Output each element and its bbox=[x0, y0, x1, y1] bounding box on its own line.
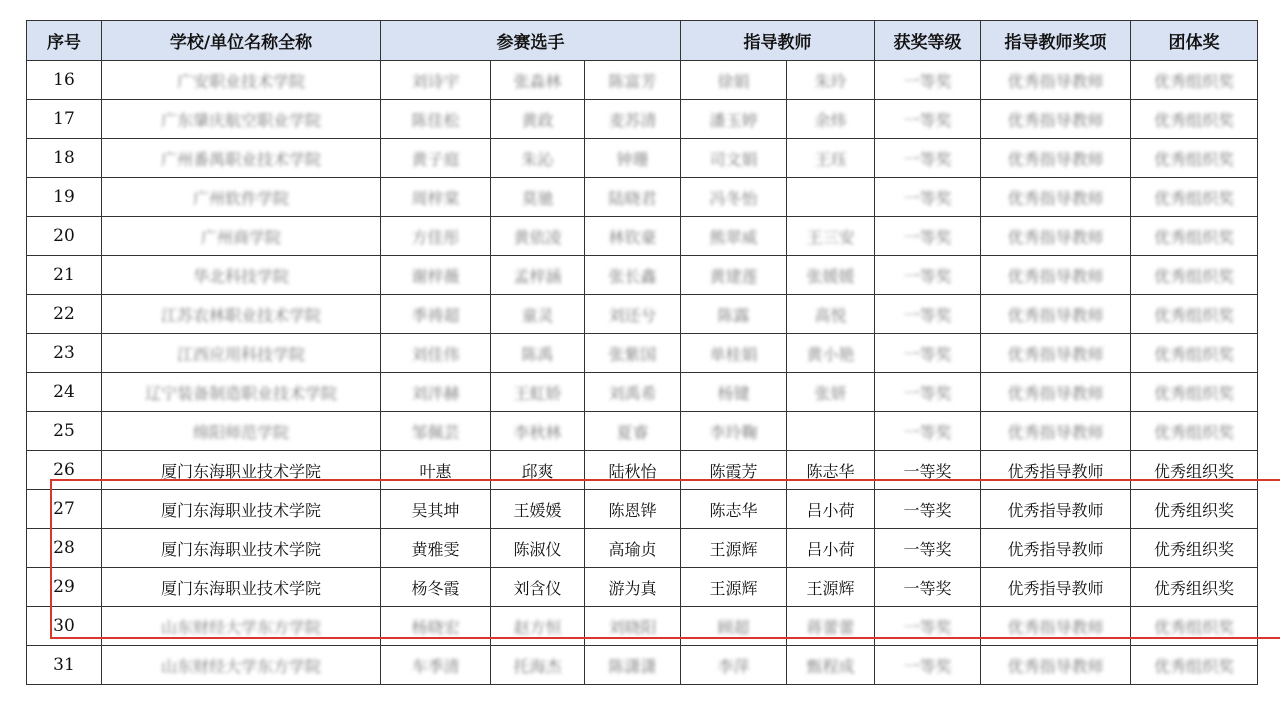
cell-award-level: 一等奖 bbox=[875, 568, 981, 607]
cell-teacher-1: 冯冬怡 bbox=[681, 178, 787, 217]
cell-contestant-2: 王虹娇 bbox=[491, 373, 585, 412]
cell-school: 江苏农林职业技术学院 bbox=[102, 295, 381, 334]
cell-contestant-1: 杨晓宏 bbox=[381, 607, 491, 646]
cell-contestant-2: 童灵 bbox=[491, 295, 585, 334]
cell-teacher-1: 黄建莲 bbox=[681, 256, 787, 295]
cell-contestant-1: 刘泮赫 bbox=[381, 373, 491, 412]
cell-school: 山东财经大学东方学院 bbox=[102, 607, 381, 646]
cell-award-level: 一等奖 bbox=[875, 100, 981, 139]
cell-teacher-1: 潘玉婷 bbox=[681, 100, 787, 139]
cell-teacher-1: 李玲鞠 bbox=[681, 412, 787, 451]
cell-contestant-1: 车季清 bbox=[381, 646, 491, 685]
cell-award-level: 一等奖 bbox=[875, 607, 981, 646]
cell-no: 16 bbox=[27, 61, 102, 100]
cell-team-award: 优秀组织奖 bbox=[1131, 607, 1258, 646]
table-row bbox=[27, 295, 1258, 334]
cell-contestant-3: 林钦豪 bbox=[585, 217, 681, 256]
cell-teacher-2: 余炜 bbox=[787, 100, 875, 139]
cell-no: 21 bbox=[27, 256, 102, 295]
cell-contestant-1: 陈佳松 bbox=[381, 100, 491, 139]
cell-no: 30 bbox=[27, 607, 102, 646]
cell-teacher-2: 朱玲 bbox=[787, 61, 875, 100]
cell-contestant-2: 刘含仪 bbox=[491, 568, 585, 607]
cell-contestant-3: 刘晓阳 bbox=[585, 607, 681, 646]
cell-contestant-2: 黄依凌 bbox=[491, 217, 585, 256]
cell-contestant-2: 李秋林 bbox=[491, 412, 585, 451]
cell-contestant-2: 陈淑仪 bbox=[491, 529, 585, 568]
award-table bbox=[26, 20, 1258, 685]
header-team-award: 团体奖 bbox=[1131, 21, 1258, 61]
table-row bbox=[27, 61, 1258, 100]
cell-teacher-1: 司文娟 bbox=[681, 139, 787, 178]
cell-award-level: 一等奖 bbox=[875, 139, 981, 178]
cell-school: 厦门东海职业技术学院 bbox=[102, 451, 381, 490]
cell-teacher-1: 王源辉 bbox=[681, 529, 787, 568]
cell-contestant-1: 刘诗宇 bbox=[381, 61, 491, 100]
cell-teacher-2: 王珏 bbox=[787, 139, 875, 178]
cell-team-award: 优秀组织奖 bbox=[1131, 334, 1258, 373]
cell-award-level: 一等奖 bbox=[875, 334, 981, 373]
cell-contestant-2: 莫驰 bbox=[491, 178, 585, 217]
cell-teacher-award: 优秀指导教师 bbox=[981, 61, 1131, 100]
cell-teacher-award: 优秀指导教师 bbox=[981, 568, 1131, 607]
table-row bbox=[27, 529, 1258, 568]
cell-teacher-2: 高悦 bbox=[787, 295, 875, 334]
cell-contestant-3: 陈潇潇 bbox=[585, 646, 681, 685]
cell-no: 23 bbox=[27, 334, 102, 373]
cell-award-level: 一等奖 bbox=[875, 451, 981, 490]
cell-teacher-award: 优秀指导教师 bbox=[981, 100, 1131, 139]
cell-contestant-1: 吴其坤 bbox=[381, 490, 491, 529]
cell-teacher-1: 熊翠威 bbox=[681, 217, 787, 256]
cell-teacher-2: 黄小艳 bbox=[787, 334, 875, 373]
cell-school: 山东财经大学东方学院 bbox=[102, 646, 381, 685]
cell-teacher-1: 徐娟 bbox=[681, 61, 787, 100]
cell-team-award: 优秀组织奖 bbox=[1131, 217, 1258, 256]
cell-teacher-2 bbox=[787, 178, 875, 217]
cell-teacher-award: 优秀指导教师 bbox=[981, 451, 1131, 490]
cell-school: 厦门东海职业技术学院 bbox=[102, 529, 381, 568]
cell-no: 28 bbox=[27, 529, 102, 568]
cell-no: 24 bbox=[27, 373, 102, 412]
cell-contestant-3: 夏睿 bbox=[585, 412, 681, 451]
cell-team-award: 优秀组织奖 bbox=[1131, 646, 1258, 685]
cell-school: 广安职业技术学院 bbox=[102, 61, 381, 100]
cell-contestant-1: 刘佳伟 bbox=[381, 334, 491, 373]
header-contestants: 参赛选手 bbox=[381, 21, 681, 61]
table-row bbox=[27, 568, 1258, 607]
cell-no: 26 bbox=[27, 451, 102, 490]
header-school: 学校/单位名称全称 bbox=[102, 21, 381, 61]
cell-award-level: 一等奖 bbox=[875, 256, 981, 295]
cell-teacher-award: 优秀指导教师 bbox=[981, 256, 1131, 295]
award-table-container bbox=[26, 20, 1257, 685]
cell-school: 广州商学院 bbox=[102, 217, 381, 256]
cell-school: 广州软件学院 bbox=[102, 178, 381, 217]
cell-teacher-award: 优秀指导教师 bbox=[981, 295, 1131, 334]
table-row bbox=[27, 334, 1258, 373]
cell-teacher-1: 杨键 bbox=[681, 373, 787, 412]
cell-teacher-2: 吕小荷 bbox=[787, 529, 875, 568]
header-no: 序号 bbox=[27, 21, 102, 61]
cell-contestant-2: 邱爽 bbox=[491, 451, 585, 490]
table-row bbox=[27, 646, 1258, 685]
cell-team-award: 优秀组织奖 bbox=[1131, 490, 1258, 529]
header-teachers: 指导教师 bbox=[681, 21, 875, 61]
cell-award-level: 一等奖 bbox=[875, 412, 981, 451]
cell-award-level: 一等奖 bbox=[875, 295, 981, 334]
cell-school: 广东肇庆航空职业学院 bbox=[102, 100, 381, 139]
cell-school: 厦门东海职业技术学院 bbox=[102, 568, 381, 607]
cell-team-award: 优秀组织奖 bbox=[1131, 139, 1258, 178]
cell-no: 29 bbox=[27, 568, 102, 607]
cell-school: 辽宁装备制造职业技术学院 bbox=[102, 373, 381, 412]
cell-school: 绵阳师范学院 bbox=[102, 412, 381, 451]
cell-contestant-1: 周梓棠 bbox=[381, 178, 491, 217]
cell-teacher-1: 单桂娟 bbox=[681, 334, 787, 373]
cell-team-award: 优秀组织奖 bbox=[1131, 451, 1258, 490]
cell-contestant-3: 刘禹希 bbox=[585, 373, 681, 412]
cell-contestant-3: 陈富芳 bbox=[585, 61, 681, 100]
cell-teacher-award: 优秀指导教师 bbox=[981, 178, 1131, 217]
cell-contestant-1: 叶惠 bbox=[381, 451, 491, 490]
cell-teacher-award: 优秀指导教师 bbox=[981, 217, 1131, 256]
cell-teacher-award: 优秀指导教师 bbox=[981, 607, 1131, 646]
cell-school: 华北科技学院 bbox=[102, 256, 381, 295]
cell-contestant-3: 陈恩铧 bbox=[585, 490, 681, 529]
cell-team-award: 优秀组织奖 bbox=[1131, 100, 1258, 139]
cell-team-award: 优秀组织奖 bbox=[1131, 373, 1258, 412]
cell-teacher-1: 陈露 bbox=[681, 295, 787, 334]
cell-contestant-1: 邹佩芸 bbox=[381, 412, 491, 451]
cell-teacher-award: 优秀指导教师 bbox=[981, 490, 1131, 529]
table-row bbox=[27, 451, 1258, 490]
table-body bbox=[27, 61, 1258, 685]
cell-award-level: 一等奖 bbox=[875, 373, 981, 412]
cell-no: 25 bbox=[27, 412, 102, 451]
cell-teacher-2: 王源辉 bbox=[787, 568, 875, 607]
cell-contestant-1: 黄子庭 bbox=[381, 139, 491, 178]
cell-teacher-2: 陈志华 bbox=[787, 451, 875, 490]
cell-teacher-1: 顾超 bbox=[681, 607, 787, 646]
cell-teacher-2: 张媛媛 bbox=[787, 256, 875, 295]
table-row bbox=[27, 139, 1258, 178]
cell-no: 18 bbox=[27, 139, 102, 178]
cell-contestant-3: 陆晓君 bbox=[585, 178, 681, 217]
cell-award-level: 一等奖 bbox=[875, 61, 981, 100]
cell-contestant-2: 朱沁 bbox=[491, 139, 585, 178]
cell-contestant-1: 季祷超 bbox=[381, 295, 491, 334]
cell-teacher-2 bbox=[787, 412, 875, 451]
cell-no: 27 bbox=[27, 490, 102, 529]
cell-teacher-2: 甄程成 bbox=[787, 646, 875, 685]
cell-team-award: 优秀组织奖 bbox=[1131, 568, 1258, 607]
cell-contestant-1: 杨冬霞 bbox=[381, 568, 491, 607]
cell-no: 17 bbox=[27, 100, 102, 139]
table-row bbox=[27, 256, 1258, 295]
cell-contestant-3: 麦苏清 bbox=[585, 100, 681, 139]
cell-teacher-2: 吕小荷 bbox=[787, 490, 875, 529]
table-row bbox=[27, 178, 1258, 217]
cell-teacher-award: 优秀指导教师 bbox=[981, 373, 1131, 412]
table-row bbox=[27, 100, 1258, 139]
cell-team-award: 优秀组织奖 bbox=[1131, 529, 1258, 568]
cell-school: 广州番禺职业技术学院 bbox=[102, 139, 381, 178]
cell-team-award: 优秀组织奖 bbox=[1131, 178, 1258, 217]
cell-contestant-3: 陆秋怡 bbox=[585, 451, 681, 490]
cell-no: 31 bbox=[27, 646, 102, 685]
cell-teacher-award: 优秀指导教师 bbox=[981, 529, 1131, 568]
cell-teacher-award: 优秀指导教师 bbox=[981, 412, 1131, 451]
cell-teacher-1: 陈霞芳 bbox=[681, 451, 787, 490]
cell-contestant-2: 赵方恒 bbox=[491, 607, 585, 646]
table-row bbox=[27, 373, 1258, 412]
cell-contestant-3: 刘还兮 bbox=[585, 295, 681, 334]
cell-teacher-award: 优秀指导教师 bbox=[981, 139, 1131, 178]
cell-contestant-2: 托海杰 bbox=[491, 646, 585, 685]
cell-school: 厦门东海职业技术学院 bbox=[102, 490, 381, 529]
table-row bbox=[27, 490, 1258, 529]
cell-contestant-1: 谢梓薇 bbox=[381, 256, 491, 295]
table-row bbox=[27, 217, 1258, 256]
cell-team-award: 优秀组织奖 bbox=[1131, 61, 1258, 100]
cell-contestant-3: 游为真 bbox=[585, 568, 681, 607]
cell-award-level: 一等奖 bbox=[875, 646, 981, 685]
cell-teacher-2: 王三安 bbox=[787, 217, 875, 256]
cell-award-level: 一等奖 bbox=[875, 178, 981, 217]
cell-team-award: 优秀组织奖 bbox=[1131, 412, 1258, 451]
header-teacher-award: 指导教师奖项 bbox=[981, 21, 1131, 61]
cell-no: 22 bbox=[27, 295, 102, 334]
table-row bbox=[27, 412, 1258, 451]
cell-team-award: 优秀组织奖 bbox=[1131, 295, 1258, 334]
cell-teacher-1: 李萍 bbox=[681, 646, 787, 685]
cell-contestant-1: 黄雅雯 bbox=[381, 529, 491, 568]
cell-contestant-3: 高瑜贞 bbox=[585, 529, 681, 568]
cell-teacher-award: 优秀指导教师 bbox=[981, 646, 1131, 685]
cell-teacher-2: 蒋蕾蕾 bbox=[787, 607, 875, 646]
cell-contestant-2: 黄政 bbox=[491, 100, 585, 139]
cell-contestant-3: 张紫国 bbox=[585, 334, 681, 373]
cell-contestant-2: 孟梓涵 bbox=[491, 256, 585, 295]
cell-teacher-1: 陈志华 bbox=[681, 490, 787, 529]
cell-award-level: 一等奖 bbox=[875, 529, 981, 568]
cell-contestant-3: 钟珊 bbox=[585, 139, 681, 178]
cell-teacher-award: 优秀指导教师 bbox=[981, 334, 1131, 373]
cell-no: 19 bbox=[27, 178, 102, 217]
header-level: 获奖等级 bbox=[875, 21, 981, 61]
cell-contestant-3: 张长鑫 bbox=[585, 256, 681, 295]
cell-award-level: 一等奖 bbox=[875, 490, 981, 529]
cell-contestant-2: 王媛媛 bbox=[491, 490, 585, 529]
cell-teacher-2: 张妍 bbox=[787, 373, 875, 412]
cell-team-award: 优秀组织奖 bbox=[1131, 256, 1258, 295]
cell-award-level: 一等奖 bbox=[875, 217, 981, 256]
cell-contestant-1: 方佳彤 bbox=[381, 217, 491, 256]
table-row bbox=[27, 607, 1258, 646]
cell-school: 江西应用科技学院 bbox=[102, 334, 381, 373]
table-header-row bbox=[27, 21, 1258, 61]
cell-teacher-1: 王源辉 bbox=[681, 568, 787, 607]
cell-no: 20 bbox=[27, 217, 102, 256]
cell-contestant-2: 张淼林 bbox=[491, 61, 585, 100]
cell-contestant-2: 陈禹 bbox=[491, 334, 585, 373]
